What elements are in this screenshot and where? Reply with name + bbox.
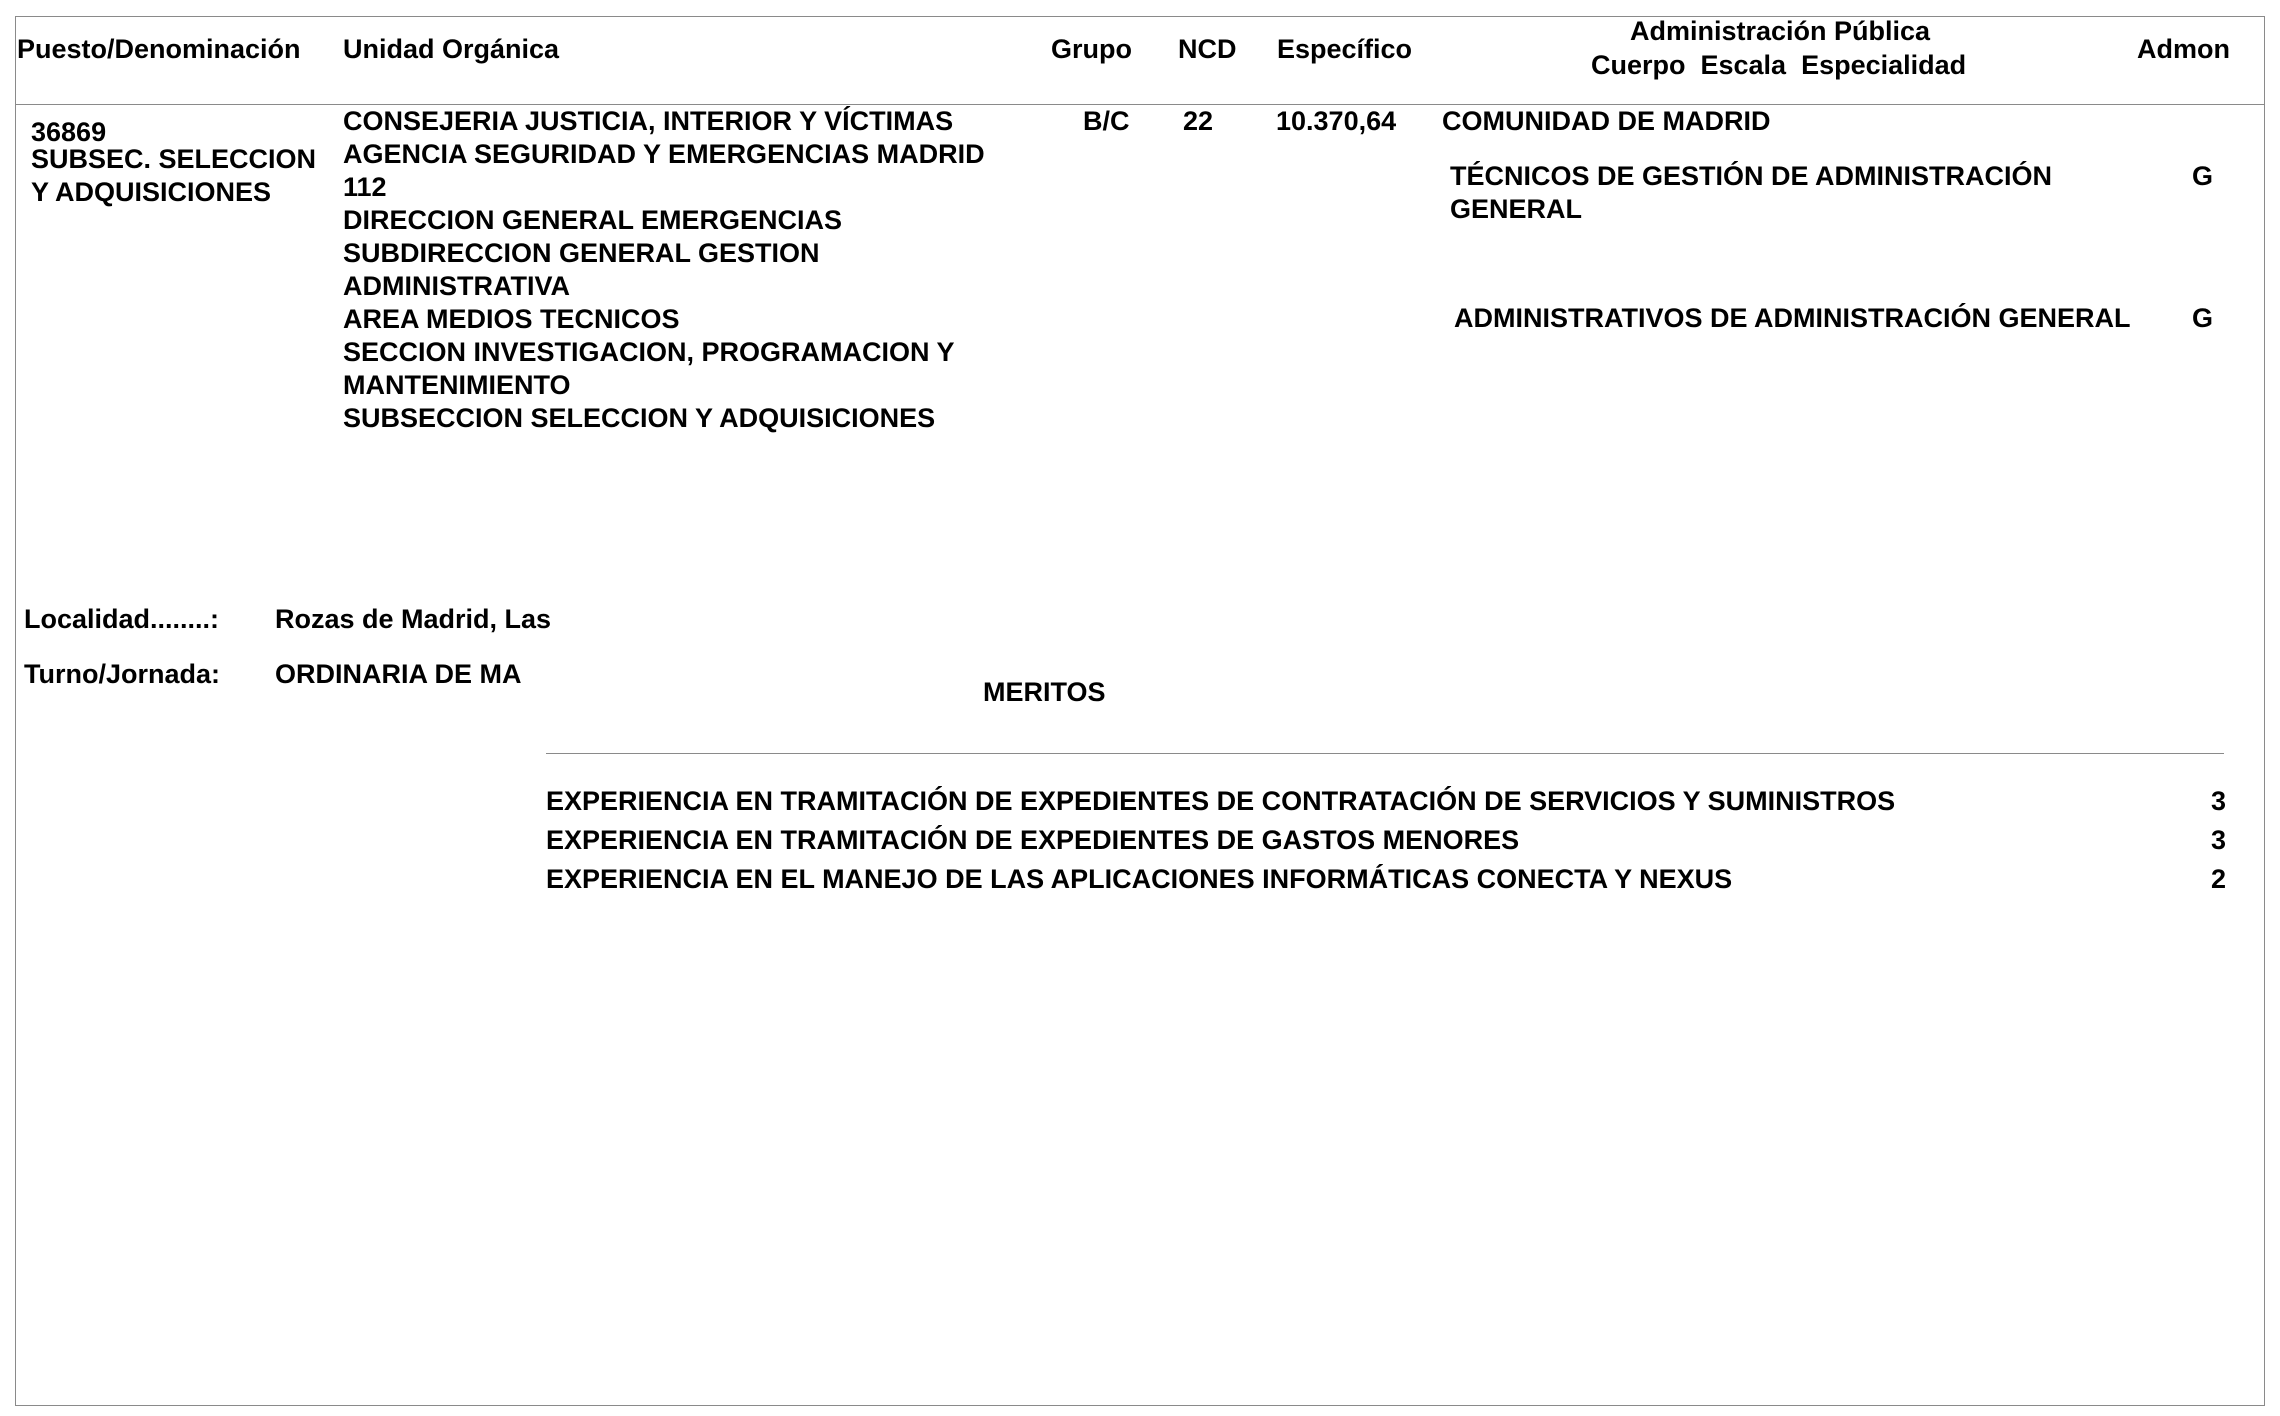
unidad-line: DIRECCION GENERAL EMERGENCIAS [343, 205, 843, 235]
cuerpo-line: GENERAL [1450, 194, 1583, 224]
denominacion-line: Y ADQUISICIONES [31, 177, 272, 207]
grupo-value: B/C [1083, 106, 1130, 136]
header-ncd: NCD [1178, 34, 1237, 64]
ncd-value: 22 [1183, 106, 1214, 136]
denominacion-line: SUBSEC. SELECCION [31, 144, 317, 174]
merito-row [546, 786, 2226, 826]
merito-points: 2 [2210, 864, 2226, 894]
header-admon: Admon [2137, 34, 2230, 64]
unidad-line: CONSEJERIA JUSTICIA, INTERIOR Y VÍCTIMAS [343, 106, 954, 136]
header-grupo: Grupo [1051, 34, 1132, 64]
meritos-divider [546, 753, 2224, 754]
unidad-line: MANTENIMIENTO [343, 370, 571, 400]
turno-value: ORDINARIA DE MA [275, 659, 522, 689]
cuerpo-line: TÉCNICOS DE GESTIÓN DE ADMINISTRACIÓN [1450, 161, 2053, 191]
unidad-line: ADMINISTRATIVA [343, 271, 570, 301]
unidad-line: SUBDIRECCION GENERAL GESTION [343, 238, 820, 268]
header-unidad: Unidad Orgánica [343, 34, 560, 64]
merito-row [546, 864, 2226, 904]
turno-label: Turno/Jornada: [24, 659, 221, 689]
unidad-line: AGENCIA SEGURIDAD Y EMERGENCIAS MADRID [343, 139, 985, 169]
cuerpo-admon: G [2192, 161, 2214, 191]
cuerpo-line: ADMINISTRATIVOS DE ADMINISTRACIÓN GENERAL [1454, 303, 2131, 333]
unidad-line: 112 [343, 172, 387, 202]
header-cuerpo-escala: Cuerpo Escala Especialidad [1591, 50, 1967, 80]
localidad-label: Localidad........: [24, 604, 220, 634]
unidad-line: SECCION INVESTIGACION, PROGRAMACION Y [343, 337, 955, 367]
cuerpo-admon: G [2192, 303, 2214, 333]
unidad-line: SUBSECCION SELECCION Y ADQUISICIONES [343, 403, 936, 433]
especifico-value: 10.370,64 [1276, 106, 1397, 136]
header-admin-publica: Administración Pública [1630, 16, 1931, 46]
unidad-organica [343, 105, 985, 435]
header-especifico: Específico [1277, 34, 1413, 64]
merito-row [546, 825, 2226, 865]
meritos-title: MERITOS [983, 677, 1106, 707]
merito-text: EXPERIENCIA EN TRAMITACIÓN DE EXPEDIENTES DE CONTRATACIÓN DE SERVICIOS Y SUMINISTROS [546, 786, 1896, 816]
unidad-line: AREA MEDIOS TECNICOS [343, 304, 680, 334]
merito-points: 3 [2210, 825, 2226, 855]
merito-points: 3 [2210, 786, 2226, 816]
merito-text: EXPERIENCIA EN EL MANEJO DE LAS APLICACIONES INFORMÁTICAS CONECTA Y NEXUS [546, 864, 1733, 894]
administracion-value: COMUNIDAD DE MADRID [1442, 106, 1771, 136]
localidad-value: Rozas de Madrid, Las [275, 604, 552, 634]
puesto-id: 36869 [31, 117, 107, 147]
merito-text: EXPERIENCIA EN TRAMITACIÓN DE EXPEDIENTES DE GASTOS MENORES [546, 825, 1520, 855]
header-puesto: Puesto/Denominación [17, 34, 301, 64]
